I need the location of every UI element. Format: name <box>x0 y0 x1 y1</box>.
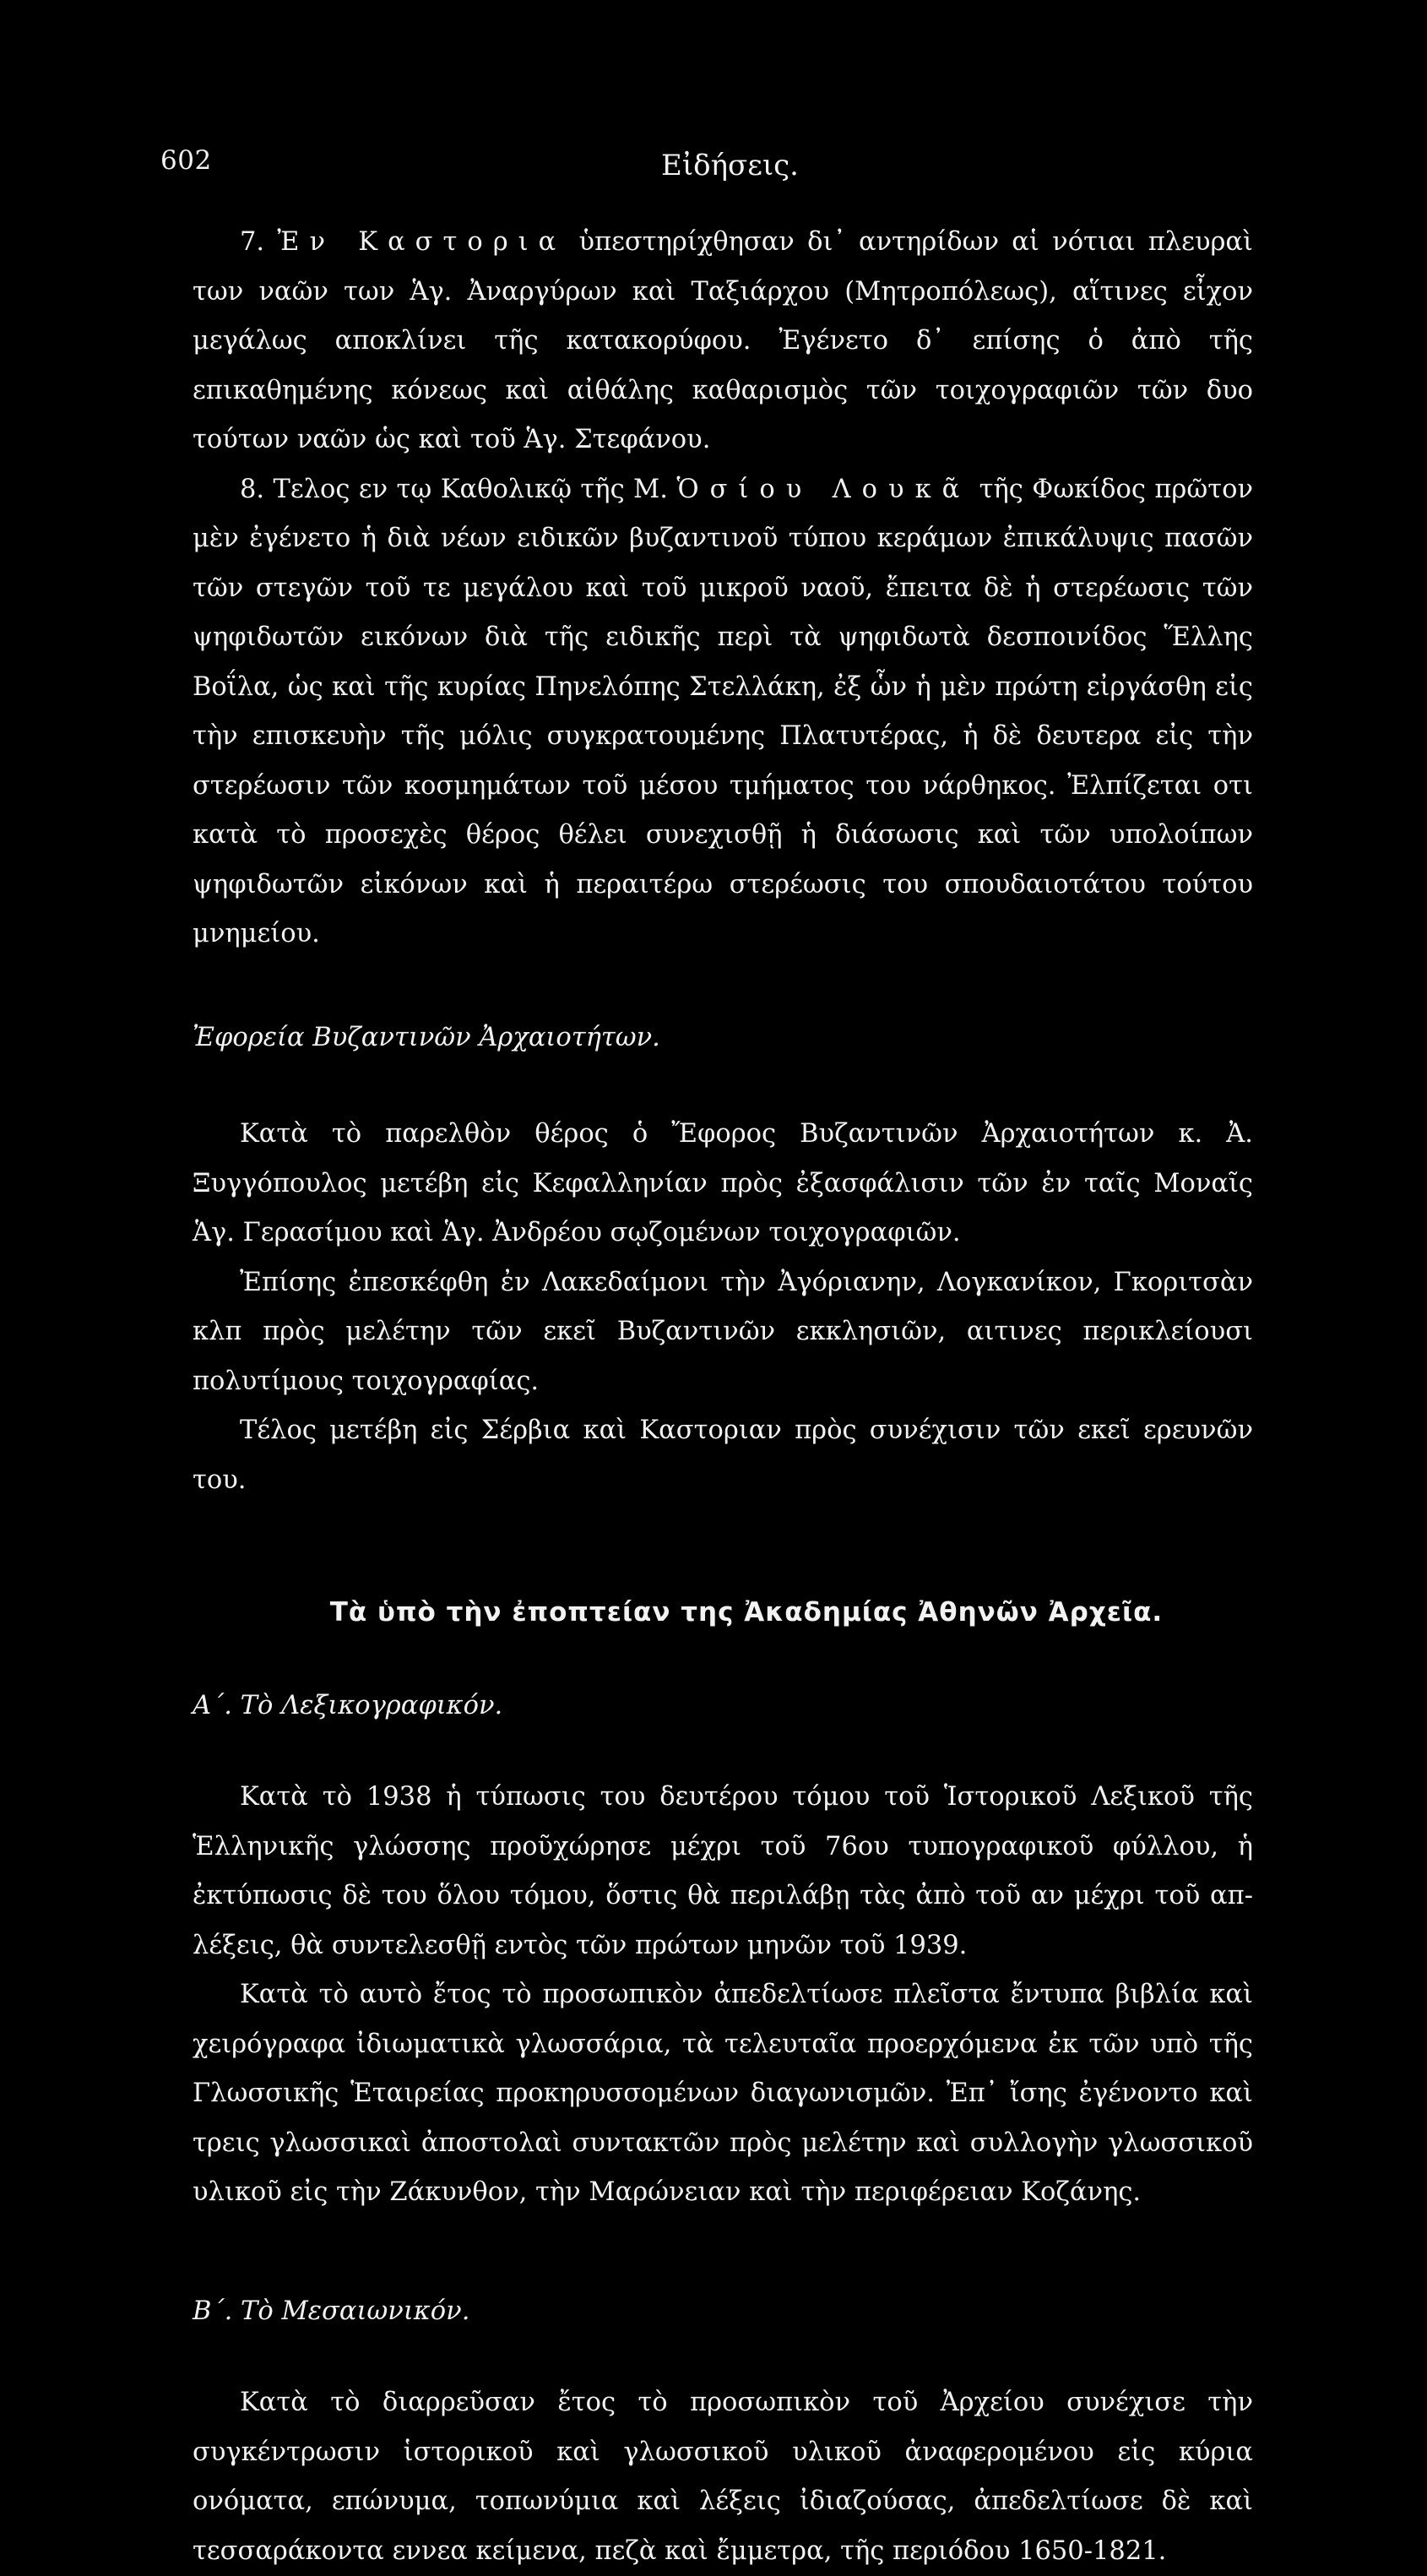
lexicon-paragraph: Κατὰ τὸ αυτὸ ἔτος τὸ προσωπικὸν ἀπεδελτίωσε πλεῖστα ἔντυπα βιβλία καὶ χειρόγραφα ἰδιωματικὰ γλωσσάρια, τὰ τελευταῖα προερχόμενα ἐκ τῶν υπὸ τῆς Γλωσσικῆς Ἑταιρείας προκηρυσσομένων διαγωνισμῶν. Ἐπ᾿ ἴσης ἐγένοντο καὶ τρεις γλωσσικαὶ ἀποστολαὶ συντακτῶν πρὸς μελέτην καὶ συλλογὴν γλωσσικοῦ υλικοῦ εἰς τὴν Ζάκυνθον, τὴν Μαρώνειαν καὶ τὴν περιφέρειαν Κοζάνης. <box>193 1980 1253 2207</box>
ephoreia-paragraph: Κατὰ τὸ παρελθὸν θέρος ὁ Ἔφορος Βυζαντινῶν Ἀρχαιοτήτων κ. Ἀ. Ξυγγόπουλος μετέβη εἰς Κεφαλληνίαν πρὸς ἐξασφάλισιν τῶν ἐν ταῖς Μοναῖς Ἁγ. Γερασίμου καὶ Ἁγ. Ἀνδρέου σῳζομένων τοιχογραφιῶν. <box>193 1119 1253 1247</box>
ephoreia-paragraph: Ἐπίσης ἐπεσκέφθη ἐν Λακεδαίμονι τὴν Ἀγόριανην, Λογκανίκον, Γκοριτσὰν κλπ πρὸς μελέτην τῶν εκεῖ Βυζαντινῶν εκκλησιῶν, αιτινες περικλείουσι πολυτίμους τοιχογραφίας. <box>193 1267 1253 1396</box>
ephoreia-heading: Ἐφορεία Βυζαντινῶν Ἀρχαιοτήτων. <box>193 1022 660 1052</box>
paragraph-section-7 <box>193 218 1253 465</box>
academy-archives-title: Τὰ ὑπὸ τὴν ἐποπτείαν της Ἀκαδημίας Ἀθηνῶν Ἀρχεῖα. <box>329 1597 1164 1628</box>
section-text: τῆς Φωκίδος πρῶτον μὲν ἐγένετο ἡ διὰ νέων ειδικῶν βυζαντινοῦ τύπου κεράμων ἐπικάλυψις πασῶν τῶν στεγῶν τοῦ τε μεγάλου καὶ τοῦ μικροῦ ναοῦ, ἔπειτα δὲ ἡ στερέωσις τῶν ψηφιδωτῶν εικόνων διὰ τῆς ειδικῆς περὶ τὰ ψηφιδωτὰ δεσποινίδος Ἕλλης Βοΐλα, ὡς καὶ τῆς κυρίας Πηνελόπης Στελλάκη, ἐξ ὧν ἡ μὲν πρώτη εἰργάσθη εἰς τὴν επισκευὴν τῆς μόλις συγκρατουμένης Πλατυτέρας, ἡ δὲ δευτερα εἰς τὴν στερέωσιν τῶν κοσμημάτων τοῦ μέσου τμήματος του νάρθηκος. Ἐλπίζεται οτι κατὰ τὸ προσεχὲς θέρος θέλει συνεχισθῇ ἡ διάσωσις καὶ τῶν υπολοίπων ψηφιδωτῶν εἰκόνων καὶ ἡ περαιτέρω στερέωσις του σπουδαιοτάτου τούτου μνημείου. <box>193 474 1253 948</box>
section-number: 8. <box>240 474 265 504</box>
section-text: ὑπεστηρίχθησαν δι᾿ αντηρίδων αἱ νότιαι πλευραὶ των ναῶν των Ἁγ. Ἀναργύρων καὶ Ταξιάρχου (Μητροπόλεως), αἵτινες εἶχον μεγάλως αποκλίνει τῆς κατακορύφου. Ἐγένετο δ᾿ επίσης ὁ ἀπὸ τῆς επικαθημένης κόνεως καὶ αἰθάλης καθαρισμὸς τῶν τοιχογραφιῶν τῶν δυο τούτων ναῶν ὡς καὶ τοῦ Ἁγ. Στεφάνου. <box>193 227 1253 454</box>
running-title: Εἰδήσεις. <box>661 149 799 182</box>
spaced-place-name: Ἐν Καστορια <box>277 227 567 257</box>
lexicon-paragraph: Κατὰ τὸ 1938 ἡ τύπωσις του δευτέρου τόμου τοῦ Ἱστορικοῦ Λεξικοῦ τῆς Ἑλληνικῆς γλώσσης προῦχώρησε μέχρι τοῦ 76ου τυπογραφικοῦ φύλλου, ἡ ἐκτύπωσις δὲ του ὅλου τόμου, ὅστις θὰ περιλάβῃ τὰς ἀπὸ τοῦ αν μέχρι τοῦ απ- λέξεις, θὰ συντελεσθῇ εντὸς τῶν πρώτων μηνῶν τοῦ 1939. <box>193 1782 1253 1960</box>
section-number: 7. <box>240 227 265 257</box>
section-lead: Τελος εν τῳ Καθολικῷ τῆς Μ. <box>273 474 668 504</box>
page-body <box>193 218 1253 2576</box>
medieval-paragraph: Κατὰ τὸ διαρρεῦσαν ἔτος τὸ προσωπικὸν τοῦ Ἀρχείου συνέχισε τὴν συγκέντρωσιν ἱστορικοῦ καὶ γλωσσικοῦ υλικοῦ ἀναφερομένου εἰς κύρια ονόματα, επώνυμα, τοπωνύμια καὶ λέξεις ἰδιαζούσας, ἀπεδελτίωσε δὲ καὶ τεσσαράκοντα εννεα κείμενα, πεζὰ καὶ ἔμμετρα, τῆς περιόδου 1650-1821. <box>193 2388 1253 2566</box>
page-header <box>160 145 1258 187</box>
page-number: 602 <box>160 145 212 176</box>
lexicon-heading: Α΄. Τὸ Λεξικογραφικόν. <box>193 1690 503 1720</box>
paragraph-section-8 <box>193 465 1253 959</box>
spaced-monastery-name: Ὁσίου Λουκᾶ <box>676 474 971 504</box>
medieval-heading: Β΄. Τὸ Μεσαιωνικόν. <box>193 2296 470 2326</box>
ephoreia-paragraph: Τέλος μετέβη εἰς Σέρβια καὶ Καστοριαν πρὸς συνέχισιν τῶν εκεῖ ερευνῶν του. <box>193 1416 1253 1495</box>
